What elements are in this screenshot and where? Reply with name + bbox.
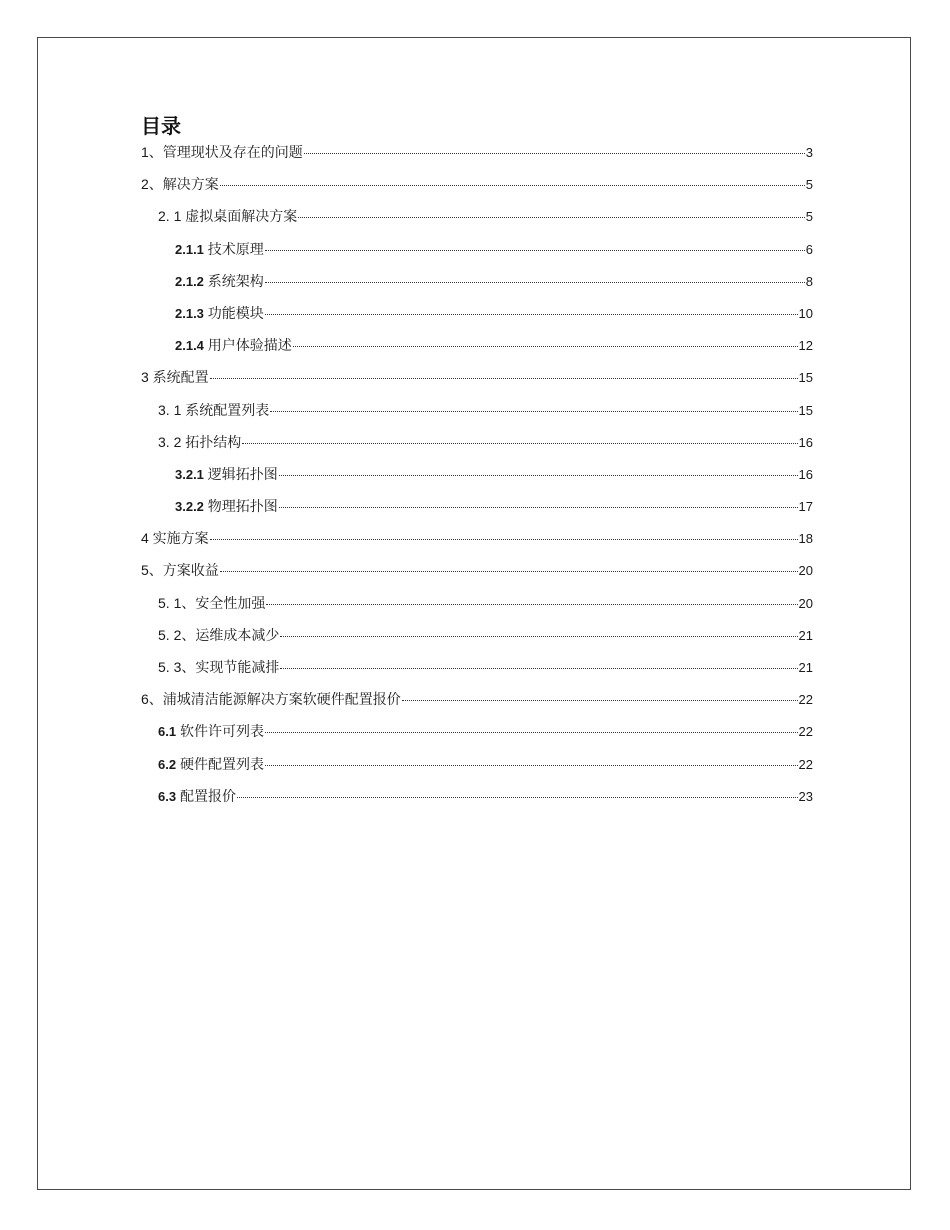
- toc-entry[interactable]: [141, 689, 813, 721]
- toc-dot-leader: [279, 507, 798, 508]
- toc-page-number: 15: [798, 370, 813, 386]
- toc-entry-text: 5. 3、实现节能减排: [158, 659, 280, 675]
- toc-entry-label: [158, 786, 236, 807]
- toc-page-number: 6: [805, 241, 813, 257]
- toc-dot-leader: [402, 700, 798, 701]
- toc-entry-text: 5. 1、安全性加强: [158, 594, 266, 611]
- toc-entry-number: 3.2.1: [175, 466, 204, 482]
- toc-page-number: 22: [798, 692, 813, 708]
- toc-entry-text: 技术原理: [203, 240, 264, 257]
- toc-dot-leader: [280, 668, 797, 669]
- toc-entry-label: [158, 657, 279, 677]
- toc-entry-number: 6.3: [158, 788, 177, 804]
- toc-entry[interactable]: [141, 754, 813, 786]
- toc-entry-text: 软件许可列表: [176, 723, 264, 740]
- toc-entry-label: [141, 528, 209, 548]
- toc-entry-text: 系统架构: [203, 272, 264, 289]
- toc-page-number: 18: [798, 531, 813, 547]
- toc-entry-text: 3. 1 系统配置列表: [158, 401, 270, 418]
- toc-entry[interactable]: [141, 367, 813, 399]
- toc-dot-leader: [265, 250, 805, 251]
- toc-entry-label: [175, 239, 264, 260]
- toc-entry[interactable]: [141, 657, 813, 689]
- table-of-contents: [141, 114, 813, 818]
- toc-dot-leader: [265, 765, 798, 766]
- toc-dot-leader: [304, 153, 805, 154]
- toc-entry-text: 逻辑拓扑图: [203, 465, 278, 482]
- toc-entry-label: [158, 593, 265, 613]
- toc-page-number: 5: [805, 209, 813, 225]
- toc-entry[interactable]: [141, 625, 813, 657]
- toc-entry[interactable]: [141, 174, 813, 206]
- toc-dot-leader: [210, 378, 798, 379]
- toc-entry-text: 3. 2 拓扑结构: [158, 433, 242, 450]
- toc-entry-label: [175, 271, 264, 292]
- toc-entry-label: [158, 754, 264, 775]
- toc-entry-label: [141, 174, 219, 194]
- toc-entry[interactable]: [141, 400, 813, 432]
- toc-page-number: 22: [798, 724, 813, 740]
- toc-entry-text: 用户体验描述: [203, 337, 292, 354]
- toc-dot-leader: [242, 443, 797, 444]
- toc-entry[interactable]: [141, 335, 813, 367]
- toc-dot-leader: [265, 732, 798, 733]
- toc-entry-text: 功能模块: [203, 304, 264, 321]
- toc-entry-number: 2.1.1: [175, 241, 204, 257]
- toc-entry-label: [141, 142, 303, 162]
- toc-entry[interactable]: [141, 560, 813, 592]
- toc-dot-leader: [293, 346, 798, 347]
- toc-page-number: 3: [805, 145, 813, 160]
- toc-page-number: 10: [798, 305, 813, 321]
- toc-page-number: 22: [798, 756, 813, 772]
- toc-entry-text: 1、管理现状及存在的问题: [141, 144, 303, 160]
- toc-entry-label: [175, 496, 278, 517]
- toc-page-number: 17: [798, 499, 813, 515]
- toc-entry-number: 2.1.4: [175, 338, 204, 354]
- toc-dot-leader: [220, 571, 798, 572]
- toc-entry[interactable]: [141, 206, 813, 238]
- toc-entry-label: [141, 367, 209, 387]
- toc-entry-label: [158, 721, 264, 742]
- toc-entry[interactable]: [141, 142, 813, 174]
- toc-title: 目录: [141, 116, 181, 138]
- toc-entry[interactable]: [141, 432, 813, 464]
- toc-page-number: 12: [798, 338, 813, 354]
- toc-entry-text: 配置报价: [176, 787, 236, 804]
- toc-dot-leader: [265, 314, 798, 315]
- toc-entry-label: [158, 206, 297, 226]
- toc-dot-leader: [298, 217, 805, 218]
- toc-entry[interactable]: [141, 528, 813, 560]
- toc-entry-text: 2、解决方案: [141, 176, 219, 193]
- toc-page-number: 5: [805, 177, 813, 193]
- toc-entry-text: 6、浦城清洁能源解决方案软硬件配置报价: [141, 691, 401, 708]
- toc-dot-leader: [279, 475, 798, 476]
- toc-entry-label: [158, 400, 269, 420]
- toc-dot-leader: [265, 282, 805, 283]
- toc-dot-leader: [237, 797, 798, 798]
- toc-entry[interactable]: [141, 721, 813, 753]
- toc-entry-number: 6.1: [158, 724, 177, 740]
- toc-entry-number: 6.2: [158, 756, 177, 772]
- toc-entry-number: 2.1.3: [175, 305, 204, 321]
- toc-entry-text: 物理拓扑图: [203, 498, 278, 515]
- toc-page-number: 15: [798, 402, 813, 418]
- toc-entry-text: 4 实施方案: [141, 530, 209, 547]
- toc-entry-label: [158, 432, 241, 452]
- toc-entry-label: [158, 625, 279, 645]
- toc-entry-number: 2.1.2: [175, 273, 204, 289]
- toc-dot-leader: [266, 604, 797, 605]
- toc-entry[interactable]: [141, 271, 813, 303]
- toc-entry[interactable]: [141, 496, 813, 528]
- toc-page-number: 16: [798, 466, 813, 482]
- toc-page-number: 23: [798, 788, 813, 804]
- toc-entry-text: 5. 2、运维成本减少: [158, 626, 280, 643]
- toc-dot-leader: [280, 636, 797, 637]
- toc-list: [141, 142, 813, 818]
- toc-entry-text: 3 系统配置: [141, 369, 209, 386]
- toc-page-number: 16: [798, 434, 813, 450]
- toc-page-number: 8: [805, 273, 813, 289]
- toc-page-number: 21: [798, 660, 813, 675]
- toc-entry-label: [141, 689, 401, 709]
- toc-entry-number: 3.2.2: [175, 499, 204, 515]
- toc-entry-text: 硬件配置列表: [176, 755, 264, 772]
- toc-entry-label: [175, 335, 292, 356]
- toc-entry-label: [175, 464, 278, 485]
- toc-dot-leader: [210, 539, 798, 540]
- toc-entry-label: [175, 303, 264, 324]
- toc-entry[interactable]: [141, 303, 813, 335]
- toc-entry[interactable]: [141, 786, 813, 818]
- toc-dot-leader: [220, 185, 805, 186]
- toc-entry[interactable]: [141, 593, 813, 625]
- toc-entry[interactable]: [141, 239, 813, 271]
- document-page: [37, 37, 911, 1190]
- toc-entry-text: 2. 1 虚拟桌面解决方案: [158, 208, 298, 225]
- toc-entry-label: [141, 560, 219, 580]
- toc-page-number: 20: [798, 563, 813, 579]
- toc-entry[interactable]: [141, 464, 813, 496]
- toc-dot-leader: [270, 411, 797, 412]
- toc-page-number: 20: [798, 595, 813, 611]
- toc-entry-text: 5、方案收益: [141, 562, 219, 579]
- toc-page-number: 21: [798, 627, 813, 643]
